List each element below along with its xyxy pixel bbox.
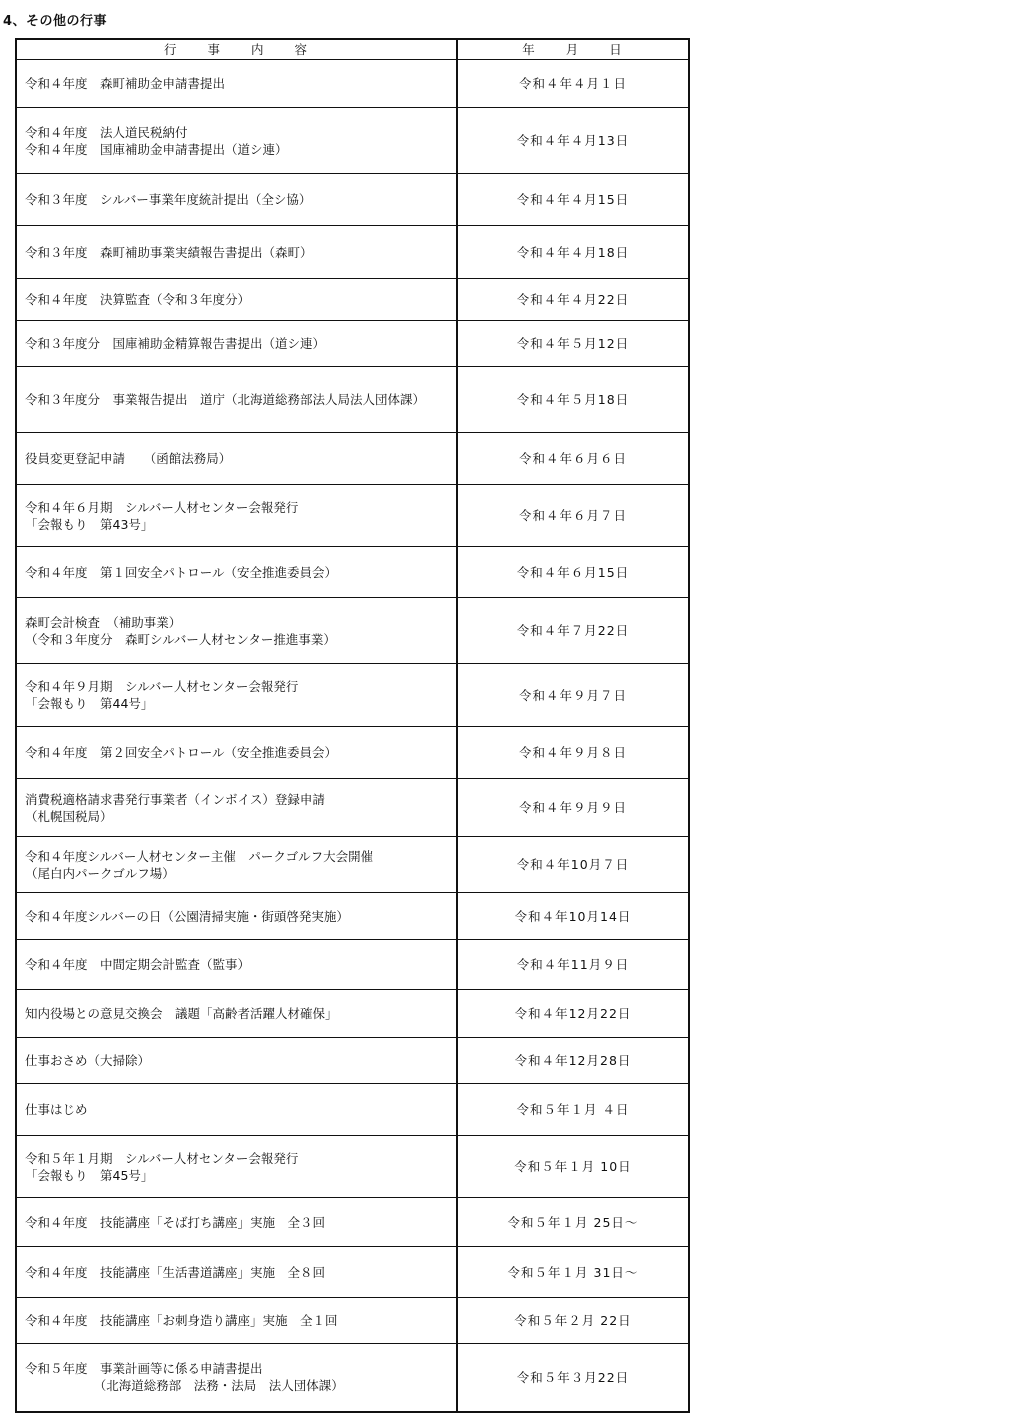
event-date: 令和４年10月７日 — [457, 837, 689, 893]
event-content: 仕事はじめ — [16, 1084, 457, 1136]
event-date: 令和４年４月１日 — [457, 60, 689, 108]
event-content: 令和４年６月期 シルバー人材センター会報発行 「会報もり 第43号」 — [16, 485, 457, 547]
table-row — [16, 1198, 689, 1247]
table-header-row — [16, 39, 689, 60]
table-row — [16, 367, 689, 433]
event-content: 令和４年度シルバーの日（公園清掃実施・街頭啓発実施） — [16, 893, 457, 940]
event-content: 令和４年度シルバー人材センター主催 パークゴルフ大会開催 （尾白内パークゴルフ場） — [16, 837, 457, 893]
table-row — [16, 1247, 689, 1298]
event-date: 令和４年５月18日 — [457, 367, 689, 433]
event-content: 令和３年度分 国庫補助金精算報告書提出（道シ連） — [16, 321, 457, 367]
event-content: 令和３年度 シルバー事業年度統計提出（全シ協） — [16, 174, 457, 226]
table-row — [16, 279, 689, 321]
header-date: 年 月 日 — [457, 39, 689, 60]
event-content: 令和４年度 技能講座「生活書道講座」実施 全８回 — [16, 1247, 457, 1298]
table-row — [16, 321, 689, 367]
events-table — [15, 38, 690, 1413]
table-row — [16, 1344, 689, 1412]
event-date: 令和５年２月 22日 — [457, 1298, 689, 1344]
event-date: 令和５年１月 ４日 — [457, 1084, 689, 1136]
event-date: 令和４年４月13日 — [457, 108, 689, 174]
event-date: 令和４年12月22日 — [457, 990, 689, 1038]
table-row — [16, 664, 689, 727]
table-row — [16, 598, 689, 664]
event-content: 森町会計検査 （補助事業） （令和３年度分 森町シルバー人材センター推進事業） — [16, 598, 457, 664]
table-row — [16, 174, 689, 226]
event-date: 令和４年６月６日 — [457, 433, 689, 485]
event-content: 令和３年度 森町補助事業実績報告書提出（森町） — [16, 226, 457, 279]
event-content: 令和４年度 第１回安全パトロール（安全推進委員会） — [16, 547, 457, 598]
event-content: 令和５年１月期 シルバー人材センター会報発行 「会報もり 第45号」 — [16, 1136, 457, 1198]
event-date: 令和４年９月９日 — [457, 779, 689, 837]
event-date: 令和４年９月８日 — [457, 727, 689, 779]
event-date: 令和４年６月７日 — [457, 485, 689, 547]
event-date: 令和５年１月 25日～ — [457, 1198, 689, 1247]
event-date: 令和４年６月15日 — [457, 547, 689, 598]
event-content: 令和４年度 第２回安全パトロール（安全推進委員会） — [16, 727, 457, 779]
event-content: 令和４年９月期 シルバー人材センター会報発行 「会報もり 第44号」 — [16, 664, 457, 727]
table-row — [16, 1038, 689, 1084]
event-content: 令和５年度 事業計画等に係る申請書提出 （北海道総務部 法務・法局 法人団体課） — [16, 1344, 457, 1412]
event-date: 令和５年３月22日 — [457, 1344, 689, 1412]
table-row — [16, 1136, 689, 1198]
event-date: 令和４年７月22日 — [457, 598, 689, 664]
event-date: 令和４年11月９日 — [457, 940, 689, 990]
event-content: 令和４年度 技能講座「そば打ち講座」実施 全３回 — [16, 1198, 457, 1247]
table-row — [16, 1084, 689, 1136]
event-date: 令和４年10月14日 — [457, 893, 689, 940]
table-row — [16, 779, 689, 837]
event-date: 令和４年４月18日 — [457, 226, 689, 279]
section-title: 4、その他の行事 — [3, 14, 108, 29]
event-content: 令和４年度 決算監査（令和３年度分） — [16, 279, 457, 321]
table-row — [16, 60, 689, 108]
table-row — [16, 485, 689, 547]
event-date: 令和４年５月12日 — [457, 321, 689, 367]
table-row — [16, 226, 689, 279]
event-date: 令和４年４月15日 — [457, 174, 689, 226]
event-content: 令和４年度 森町補助金申請書提出 — [16, 60, 457, 108]
table-row — [16, 547, 689, 598]
event-content: 令和３年度分 事業報告提出 道庁（北海道総務部法人局法人団体課） — [16, 367, 457, 433]
event-content: 消費税適格請求書発行事業者（インボイス）登録申請 （札幌国税局） — [16, 779, 457, 837]
event-date: 令和５年１月 10日 — [457, 1136, 689, 1198]
table-row — [16, 433, 689, 485]
event-content: 仕事おさめ（大掃除） — [16, 1038, 457, 1084]
event-content: 令和４年度 技能講座「お刺身造り講座」実施 全１回 — [16, 1298, 457, 1344]
event-date: 令和４年９月７日 — [457, 664, 689, 727]
table-row — [16, 990, 689, 1038]
event-content: 知内役場との意見交換会 議題「高齢者活躍人材確保」 — [16, 990, 457, 1038]
table-row — [16, 893, 689, 940]
event-content: 令和４年度 中間定期会計監査（監事） — [16, 940, 457, 990]
event-date: 令和４年４月22日 — [457, 279, 689, 321]
event-date: 令和４年12月28日 — [457, 1038, 689, 1084]
table-row — [16, 837, 689, 893]
table-row — [16, 108, 689, 174]
event-date: 令和５年１月 31日～ — [457, 1247, 689, 1298]
table-row — [16, 727, 689, 779]
header-content: 行 事 内 容 — [16, 39, 457, 60]
event-content: 令和４年度 法人道民税納付 令和４年度 国庫補助金申請書提出（道シ連） — [16, 108, 457, 174]
event-content: 役員変更登記申請 （函館法務局） — [16, 433, 457, 485]
table-row — [16, 1298, 689, 1344]
table-row — [16, 940, 689, 990]
